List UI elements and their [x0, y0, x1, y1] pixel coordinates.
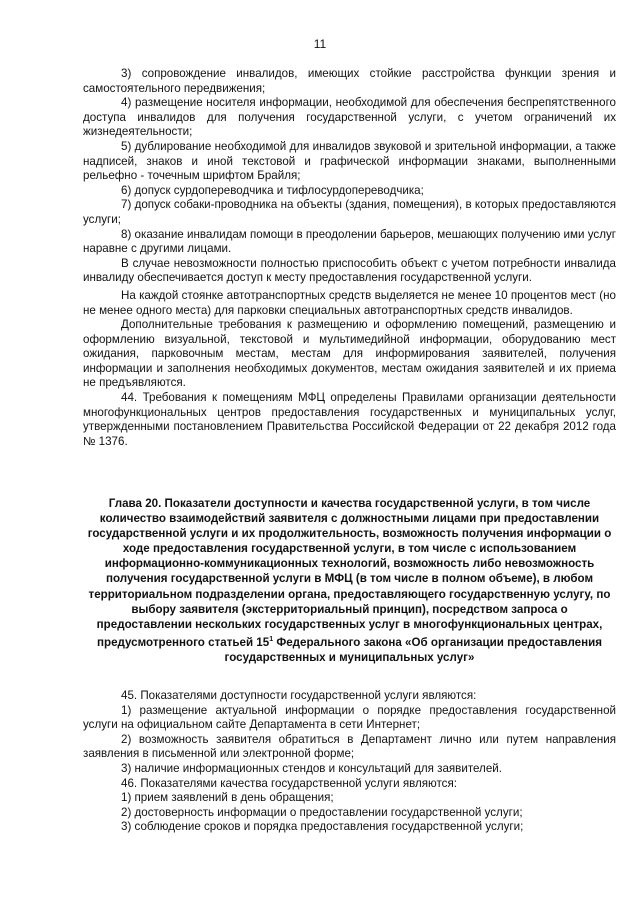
paragraph: 2) достоверность информации о предоставлении государственной услуги;: [121, 805, 523, 819]
paragraph: 2) возможность заявителя обратиться в Департамент лично или путем направления заявления в письменной или электронной форме;: [83, 732, 616, 761]
paragraph: 5) дублирование необходимой для инвалидов звуковой и зрительной информации, а также надписей, знаков и иной текстовой и графической информации знаками, выполненными рельефно - точечным шрифтом Брайля;: [83, 139, 616, 183]
paragraph: 1) размещение актуальной информации о порядке предоставления государственной услуги на официальном сайте Департамента в сети Интернет;: [83, 703, 616, 732]
requirements-section: [83, 67, 616, 449]
chapter-20-heading: [83, 496, 616, 665]
page-number: 11: [313, 37, 327, 51]
paragraph: 8) оказание инвалидам помощи в преодолении барьеров, мешающих получению ими услуг наравне с другими лицами.: [83, 227, 616, 256]
paragraph: Дополнительные требования к размещению и оформлению помещений, размещению и оформлению визуальной, текстовой и мультимедийной информации, оборудованию мест ожидания, парковочным местам, местам для информирования заявителей, получения информации и заполнения необходимых документов, местам ожидания заявителей и их приема не предъявляются.: [83, 318, 616, 390]
indicators-section: [83, 689, 616, 835]
paragraph: 1) прием заявлений в день обращения;: [121, 791, 334, 805]
paragraph: На каждой стоянке автотранспортных средств выделяется не менее 10 процентов мест (но не менее одного места) для парковки специальных автотранспортных средств инвалидов.: [83, 288, 616, 317]
heading-superscript: 1: [269, 635, 274, 643]
paragraph: 46. Показателями качества государственной услуги являются:: [121, 776, 457, 790]
paragraph: 3) наличие информационных стендов и консультаций для заявителей.: [121, 761, 502, 775]
paragraph: 44. Требования к помещениям МФЦ определены Правилами организации деятельности многофункциональных центров предоставления государственных и муниципальных услуг, утвержденными постановлением Правительства Российской Федерации от 22 декабря 2012 года № 1376.: [83, 391, 616, 448]
paragraph: 45. Показателями доступности государственной услуги являются:: [121, 689, 477, 702]
heading-text-end: Федерального закона «Об организации предоставления государственных и муниципальных услуг»: [224, 635, 603, 664]
paragraph: 4) размещение носителя информации, необходимой для обеспечения беспрепятственного доступа инвалидов для получения государственной услуги, с учетом ограничений их жизнедеятельности;: [83, 96, 616, 139]
heading-text: Глава 20. Показатели доступности и качества государственной услуги, в том числе количество взаимодействий заявителя с должностными лицами при предоставлении государственной услуги и их продолжительность, возможность получения информации о ходе предоставления государственной услуги, в том числе с использованием информационно-коммуникационных технологий, возможность либо невозможность получения государственной услуги в МФЦ (в том числе в полном объеме), в любом территориальном подразделении органа, предоставляющего государственную услугу, по выбору заявителя (экстерриториальный принцип), посредством запроса о предоставлении нескольких государственных услуг в многофункциональных центрах, предусмотренного статьей 15: [87, 497, 612, 649]
paragraph: 3) сопровождение инвалидов, имеющих стойкие расстройства функции зрения и самостоятельного передвижения;: [83, 67, 616, 95]
paragraph: 6) допуск сурдопереводчика и тифлосурдопереводчика;: [121, 183, 424, 197]
paragraph: В случае невозможности полностью приспособить объект с учетом потребности инвалида инвалиду обеспечивается доступ к месту предоставления государственной услуги.: [83, 256, 616, 285]
paragraph: 7) допуск собаки-проводника на объекты (здания, помещения), в которых предоставляются услуги;: [83, 198, 616, 226]
paragraph: 3) соблюдение сроков и порядка предоставления государственной услуги;: [121, 820, 524, 834]
